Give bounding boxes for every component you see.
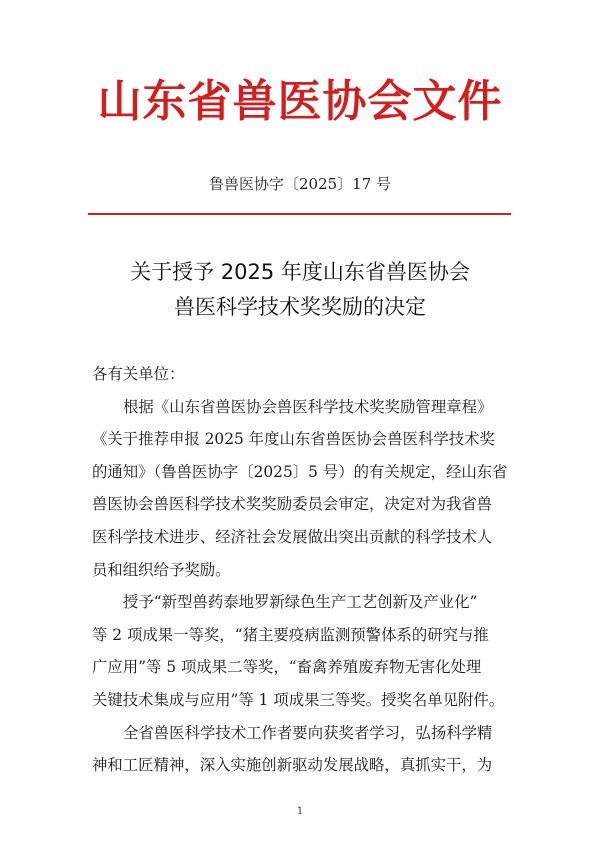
paragraph-1-line: 兽医协会兽医科学技术奖奖励委员会审定，决定对为我省兽 (92, 495, 493, 514)
paragraph-1-line: 根据《山东省兽医协会兽医科学技术奖奖励管理章程》 (123, 397, 493, 416)
paragraph-2-line: 等 2 项成果一等奖，“猪主要疫病监测预警体系的研究与推 (92, 625, 489, 644)
paragraph-1-line: 的通知》（鲁兽医协字〔2025〕5 号）的有关规定，经山东省 (92, 462, 508, 481)
paragraph-1-line: 《关于推荐申报 2025 年度山东省兽医协会兽医科学技术奖 (92, 430, 495, 449)
paragraph-3-line: 全省兽医科学技术工作者要向获奖者学习，弘扬科学精 (123, 723, 493, 742)
paragraph-2-line: 授予“新型兽药泰地罗新绿色生产工艺创新及产业化” (123, 593, 478, 612)
salutation: 各有关单位： (92, 365, 185, 383)
document-title-line-2: 兽医科学技术奖奖励的决定 (174, 295, 426, 319)
document-title (0, 255, 600, 325)
paragraph-1-line: 医科学技术进步、经济社会发展做出突出贡献的科学技术人 (92, 527, 493, 546)
page-number: 1 (296, 806, 304, 817)
paragraph-2-line: 关键技术集成与应用”等 1 项成果三等奖。授奖名单见附件。 (92, 690, 505, 709)
paragraph-1-line: 员和组织给予奖励。 (92, 560, 231, 579)
document-number: 鲁兽医协字〔2025〕17 号 (208, 175, 392, 193)
document-body (92, 358, 516, 782)
document-title-line-1: 关于授予 2025 年度山东省兽医协会 (130, 260, 470, 284)
red-divider-rule (88, 213, 511, 215)
paragraph-2-line: 广应用”等 5 项成果二等奖，“畜禽养殖废弃物无害化处理 (92, 658, 482, 677)
issuer-header-title: 山东省兽医协会文件 (97, 76, 503, 127)
paragraph-3-line: 神和工匠精神，深入实施创新驱动发展战略，真抓实干，为 (92, 756, 493, 775)
